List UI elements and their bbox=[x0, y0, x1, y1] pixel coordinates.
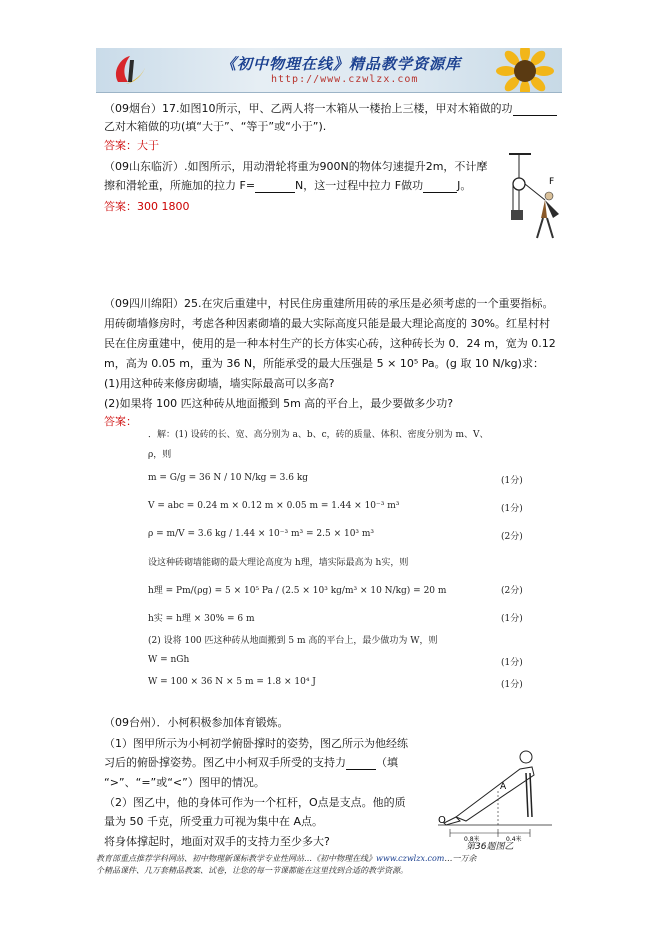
footer-line-1: 教育部重点推荐学科网站、初中物理新课标教学专业性网站…《初中物理在线》www.czwlzx.com…一万余 bbox=[96, 854, 477, 863]
q3-line2: 用砖砌墙修房时，考虑各种因素砌墙的最大实际高度只能是最大理论高度的 30%。红星村村 bbox=[104, 317, 550, 330]
point-a-label: A bbox=[500, 782, 507, 792]
sunflower-icon bbox=[496, 48, 554, 93]
solution-line-8: h实 = h理 × 30% = 6 m (1分) bbox=[148, 614, 523, 624]
q4-line3: 习后的俯卧撑姿势。图乙中小柯双手所受的支持力 （填 bbox=[104, 756, 398, 769]
q2-line2: 擦和滑轮重，所施加的拉力 F= N，这一过程中拉力 F做功 J。 bbox=[104, 179, 472, 192]
distance-label-1: 0.8米 bbox=[464, 836, 480, 843]
q3-answer: 答案： bbox=[104, 415, 137, 428]
q4-line1: （09台州）．小柯积极参加体育锻炼。 bbox=[104, 716, 289, 729]
q4-line2: （1）图甲所示为小柯初学俯卧撑时的姿势，图乙所示为他经练 bbox=[104, 737, 408, 750]
solution-line-6: 设这种砖砌墙能砌的最大理论高度为 h理，墙实际最高为 h实，则 bbox=[148, 558, 409, 568]
q1-line1: （09烟台）17.如图10所示，甲、乙两人将一木箱从一楼抬上三楼，甲对木箱做的功 bbox=[104, 102, 557, 116]
footer-note bbox=[96, 853, 574, 877]
q3-line6: (2)如果将 100 匹这种砖从地面搬到 5m 高的平台上，最少要做多少功? bbox=[104, 397, 454, 410]
pushup-figure bbox=[436, 745, 554, 845]
solution-line-10: W = nGh (1分) bbox=[148, 655, 523, 668]
q2-line1: （09山东临沂）.如图所示，用动滑轮将重为900N的物体匀速提升2m，不计摩 bbox=[104, 160, 488, 173]
solution-line-7: h理 = Pm/(ρg) = 5 × 10⁵ Pa / (2.5 × 10³ kg/m³ × 10 N/kg) = 20 m (2分) bbox=[148, 586, 523, 596]
solution-block bbox=[148, 421, 528, 691]
footer-line-2: 个精品课件、几万套精品教案、试卷，让您的每一节课都能在这里找到合适的教学资源。 bbox=[96, 866, 408, 875]
pivot-label: O bbox=[438, 815, 446, 826]
q2-answer: 答案：300 1800 bbox=[104, 200, 190, 213]
q4-line5: （2）图乙中，他的身体可作为一个杠杆，O点是支点。他的质 bbox=[104, 796, 406, 809]
q3-line1: （09四川绵阳）25.在灾后重建中，村民住房重建所用砖的承压是必须考虑的一个重要指标。 bbox=[104, 297, 554, 310]
solution-line-2: ρ，则 bbox=[148, 450, 172, 460]
distance-label-2: 0.4米 bbox=[506, 836, 522, 843]
q3-line3: 民在住房重建中，使用的是一种本村生产的长方体实心砖，这种砖长为 0．24 m，宽为 0.12 bbox=[104, 337, 556, 350]
figure-caption: 第36题图乙 bbox=[466, 842, 514, 852]
solution-line-1: ．解：(1) 设砖的长、宽、高分别为 a、b、c，砖的质量、体积、密度分别为 m、V、 bbox=[148, 430, 489, 440]
pulley-figure bbox=[501, 152, 567, 244]
q1-answer: 答案：大于 bbox=[104, 139, 159, 152]
solution-line-9: (2) 设将 100 匹这种砖从地面搬到 5 m 高的平台上，最少做功为 W，则 bbox=[148, 636, 438, 646]
q1-line2: 乙对木箱做的功(填“大于”、“等于”或“小于”). bbox=[104, 120, 327, 133]
pulley-force-label: F bbox=[549, 177, 555, 187]
q4-line4: “>”、“=”或“<”）图甲的情况。 bbox=[104, 776, 265, 789]
solution-line-4: V = abc = 0.24 m × 0.12 m × 0.05 m = 1.44 × 10⁻³ m³ (1分) bbox=[148, 501, 523, 514]
q4-line6: 量为 50 千克，所受重力可视为集中在 A点。 bbox=[104, 815, 324, 828]
q3-line5: (1)用这种砖来修房砌墙，墙实际最高可以多高? bbox=[104, 377, 335, 390]
solution-line-5: ρ = m/V = 3.6 kg / 1.44 × 10⁻³ m³ = 2.5 × 10³ m³ (2分) bbox=[148, 529, 523, 542]
solution-line-3: m = G/g = 36 N / 10 N/kg = 3.6 kg (1分) bbox=[148, 473, 523, 486]
header-banner bbox=[96, 48, 562, 93]
site-logo-icon bbox=[110, 52, 150, 88]
banner-title: 《初中物理在线》精品教学资源库 bbox=[221, 55, 462, 73]
banner-url: http://www.czwlzx.com bbox=[271, 74, 419, 85]
q4-line7: 将身体撑起时，地面对双手的支持力至少多大? bbox=[104, 835, 330, 848]
solution-line-11: W = 100 × 36 N × 5 m = 1.8 × 10⁴ J (1分) bbox=[148, 677, 523, 690]
q3-line4: m，高为 0.05 m，重为 36 N，所能承受的最大压强是 5 × 10⁵ Pa。(g 取 10 N/kg)求： bbox=[104, 357, 544, 370]
